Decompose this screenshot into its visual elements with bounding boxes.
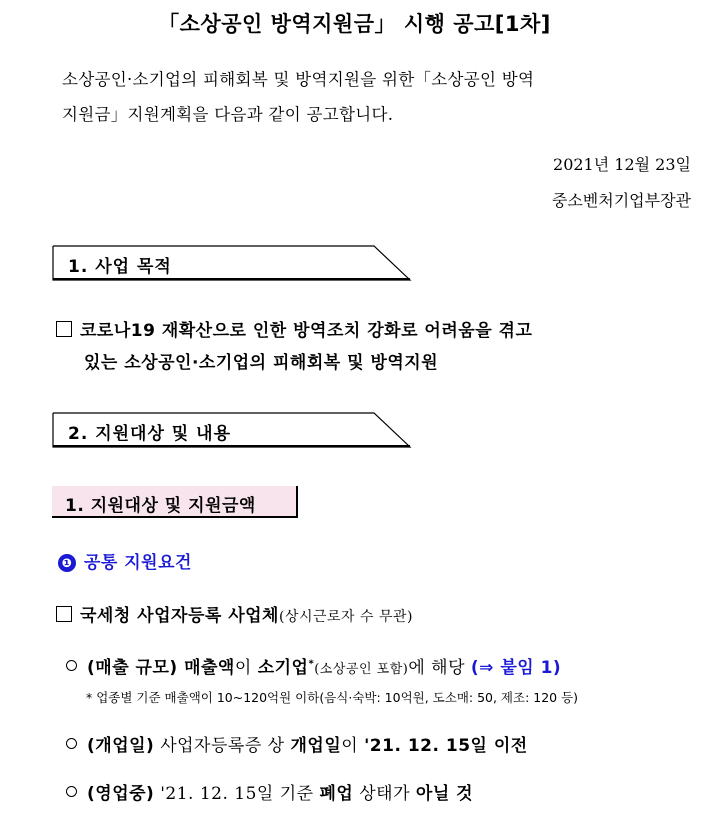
req-sales-small-biz: 소기업 (257, 658, 309, 678)
purpose-text-1: 코로나19 재확산으로 인한 방역조치 강화로 어려움을 겪고 (80, 321, 533, 341)
req-open-label: (개업일) (87, 736, 155, 756)
purpose-line-1 (56, 316, 532, 341)
issuer: 중소벤처기업부장관 (551, 191, 691, 210)
common-requirements-title: 공통 지원요건 (84, 553, 192, 573)
requirement-open-date (66, 731, 528, 756)
req-sales-tail: 에 해당 (408, 658, 471, 678)
checkbox-square-icon (56, 606, 72, 622)
sales-footnote: * 업종별 기준 매출액이 10~120억원 이하(음식·숙박: 10억원, 도소매: 50, 제조: 120 등) (86, 690, 579, 705)
subsection-heading: 1. 지원대상 및 지원금액 (65, 496, 256, 516)
section-2-heading-box (52, 412, 412, 448)
announcement-date: 2021년 12월 23일 (553, 155, 691, 174)
requirement-sales (66, 653, 561, 678)
req-open-text-2: 이 (341, 736, 365, 756)
req-open-text-1: 사업자등록증 상 (154, 736, 291, 756)
number-one-icon: ❶ (58, 554, 76, 572)
intro-line-2: 지원금」지원계획을 다음과 같이 공고합니다. (62, 105, 394, 124)
req-sales-revenue: 매출액 (184, 658, 235, 678)
purpose-line-2: 있는 소상공인·소기업의 피해회복 및 방역지원 (84, 353, 439, 373)
req-operation-bold-2: 아닐 것 (415, 784, 474, 804)
appendix-reference: (⇒ 붙임 1) (470, 658, 562, 678)
page-title: 「소상공인 방역지원금」 시행 공고[1차] (158, 12, 551, 36)
req-operation-text-2: 상태가 (353, 784, 416, 804)
section-1-heading-box (52, 245, 412, 281)
common-requirements-heading (58, 548, 192, 573)
req-operation-bold-1: 폐업 (319, 784, 354, 804)
eligible-business-bold: 국세청 사업자등록 사업체 (80, 606, 279, 626)
requirement-in-operation (66, 779, 473, 804)
eligible-business-line (56, 601, 413, 626)
circle-bullet-icon (66, 786, 77, 797)
circle-bullet-icon (66, 660, 77, 671)
req-operation-text-1: '21. 12. 15일 기준 (154, 784, 320, 804)
subsection-heading-box (52, 486, 298, 518)
section-2-heading: 2. 지원대상 및 내용 (68, 424, 231, 444)
footnote-star: * (308, 658, 315, 670)
req-operation-label: (영업중) (87, 784, 155, 804)
req-open-bold-1: 개업일 (290, 736, 342, 756)
checkbox-square-icon (56, 321, 72, 337)
eligible-business-note: (상시근로자 수 무관) (278, 609, 414, 625)
circle-bullet-icon (66, 738, 77, 749)
req-open-date: '21. 12. 15일 이전 (364, 736, 528, 756)
req-sales-paren: (소상공인 포함) (314, 662, 409, 677)
intro-line-1: 소상공인·소기업의 피해회복 및 방역지원을 위한「소상공인 방역 (62, 70, 535, 89)
req-sales-label: (매출 규모) (87, 658, 178, 678)
req-sales-particle: 이 (234, 658, 258, 678)
section-1-heading: 1. 사업 목적 (68, 257, 172, 277)
